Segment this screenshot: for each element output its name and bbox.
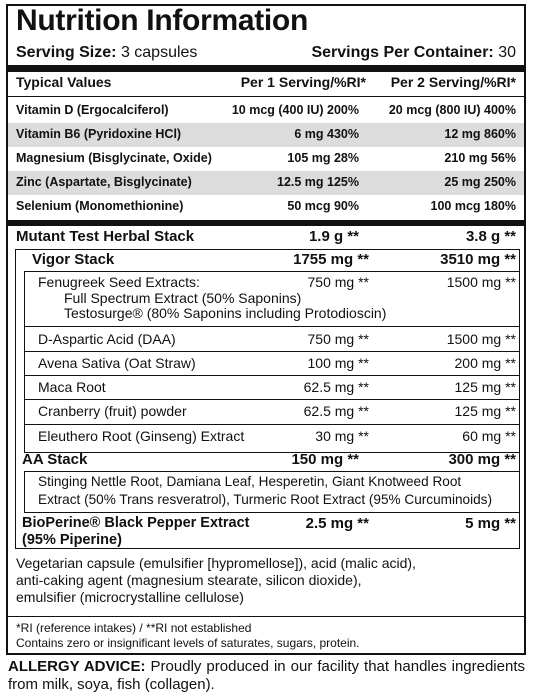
vigor-item-per-1: 750 mg ** xyxy=(307,331,369,347)
nutrition-panel xyxy=(6,4,526,655)
fenugreek-sub-1: Full Spectrum Extract (50% Saponins) xyxy=(64,290,302,306)
vigor-item-name: Cranberry (fruit) powder xyxy=(38,403,187,419)
vitamin-name: Selenium (Monomethionine) xyxy=(16,199,184,213)
divider xyxy=(24,424,520,425)
fenugreek-per-1: 750 mg ** xyxy=(307,274,369,290)
vigor-item-name: Eleuthero Root (Ginseng) Extract xyxy=(38,428,245,444)
divider xyxy=(24,326,520,327)
vitamin-row xyxy=(8,99,524,123)
vitamin-per-1: 105 mg 28% xyxy=(287,151,359,165)
vitamin-name: Zinc (Aspartate, Bisglycinate) xyxy=(16,175,192,189)
other-ingredients-line: Vegetarian capsule (emulsifier [hypromellose]), acid (malic acid), xyxy=(16,555,416,571)
bioperine-name-sub: (95% Piperine) xyxy=(22,532,122,548)
mutant-stack-name: Mutant Test Herbal Stack xyxy=(16,228,195,245)
vitamin-row xyxy=(8,123,524,147)
divider xyxy=(24,399,520,400)
vitamin-name: Vitamin D (Ergocalciferol) xyxy=(16,103,169,117)
aa-stack-name: AA Stack xyxy=(22,451,88,468)
vitamin-per-1: 12.5 mg 125% xyxy=(277,175,359,189)
vitamin-row xyxy=(8,195,524,219)
vigor-item-per-2: 60 mg ** xyxy=(462,428,516,444)
vitamin-per-2: 20 mcg (800 IU) 400% xyxy=(388,103,516,117)
allergy-advice xyxy=(8,658,525,694)
vitamin-per-1: 10 mcg (400 IU) 200% xyxy=(231,103,359,117)
vitamin-per-2: 25 mg 250% xyxy=(444,175,516,189)
vigor-item-name: D-Aspartic Acid (DAA) xyxy=(38,331,176,347)
vigor-item-per-2: 1500 mg ** xyxy=(446,331,516,347)
aa-items-line-1: Stinging Nettle Root, Damiana Leaf, Hesperetin, Giant Knotweed Root xyxy=(38,474,462,489)
mutant-stack-per-2: 3.8 g ** xyxy=(465,228,516,245)
thick-divider xyxy=(8,65,524,72)
vitamin-per-1: 50 mcg 90% xyxy=(287,199,359,213)
vitamin-per-2: 12 mg 860% xyxy=(444,127,516,141)
vigor-item-per-2: 125 mg ** xyxy=(454,403,516,419)
fenugreek-sub-2: Testosurge® (80% Saponins including Protodioscin) xyxy=(64,305,387,321)
mutant-stack-per-1: 1.9 g ** xyxy=(308,228,359,245)
divider xyxy=(8,96,524,97)
header-per-1-serving: Per 1 Serving/%RI* xyxy=(240,74,366,90)
divider xyxy=(8,616,524,617)
vigor-stack-per-1: 1755 mg ** xyxy=(293,251,369,268)
header-per-2-serving: Per 2 Serving/%RI* xyxy=(390,74,516,90)
aa-items-line-2: Extract (50% Trans resveratrol), Turmeric Root Extract (95% Curcuminoids) xyxy=(38,492,493,507)
vigor-item-per-1: 100 mg ** xyxy=(307,355,369,371)
servings-per-container-value: 30 xyxy=(498,44,516,61)
bioperine-per-1: 2.5 mg ** xyxy=(305,515,369,532)
vigor-item-per-1: 30 mg ** xyxy=(315,428,369,444)
vitamin-name: Vitamin B6 (Pyridoxine HCl) xyxy=(16,127,182,141)
bioperine-per-2: 5 mg ** xyxy=(465,515,516,532)
vigor-item-per-2: 200 mg ** xyxy=(454,355,516,371)
vigor-item-per-1: 62.5 mg ** xyxy=(303,379,369,395)
vigor-item-per-1: 62.5 mg ** xyxy=(303,403,369,419)
divider xyxy=(24,375,520,376)
other-ingredients-line: emulsifier (microcrystalline cellulose) xyxy=(16,589,244,605)
serving-size xyxy=(16,44,197,62)
aa-stack-per-1: 150 mg ** xyxy=(291,451,359,468)
vigor-item-name: Avena Sativa (Oat Straw) xyxy=(38,355,196,371)
vigor-stack-name: Vigor Stack xyxy=(32,251,115,268)
serving-size-label: Serving Size: xyxy=(16,44,117,61)
allergy-label: ALLERGY ADVICE: xyxy=(8,658,146,675)
vigor-item-per-2: 125 mg ** xyxy=(454,379,516,395)
vitamin-row xyxy=(8,171,524,195)
servings-per-container xyxy=(311,44,516,62)
header-typical-values: Typical Values xyxy=(16,74,112,90)
vitamin-per-2: 100 mcg 180% xyxy=(430,199,516,213)
divider xyxy=(24,351,520,352)
fenugreek-per-2: 1500 mg ** xyxy=(446,274,516,290)
fenugreek-name: Fenugreek Seed Extracts: xyxy=(38,274,200,290)
vitamin-name: Magnesium (Bisglycinate, Oxide) xyxy=(16,151,212,165)
aa-stack-per-2: 300 mg ** xyxy=(448,451,516,468)
vitamin-per-1: 6 mg 430% xyxy=(294,127,359,141)
thick-divider xyxy=(8,220,524,226)
serving-size-value: 3 capsules xyxy=(120,44,198,61)
vigor-stack-per-2: 3510 mg ** xyxy=(440,251,516,268)
allergy-text: Proudly produced in our facility that handles ingredients from milk, soya, fish (collagen). xyxy=(8,658,525,693)
vitamin-row xyxy=(8,147,524,171)
footnote: Contains zero or insignificant levels of saturates, sugars, protein. xyxy=(16,636,360,650)
panel-title: Nutrition Information xyxy=(16,4,308,37)
footnote: *RI (reference intakes) / **RI not established xyxy=(16,621,252,635)
other-ingredients-line: anti-caking agent (magnesium stearate, silicon dioxide), xyxy=(16,572,362,588)
bioperine-name: BioPerine® Black Pepper Extract xyxy=(22,515,250,531)
vigor-item-name: Maca Root xyxy=(38,379,106,395)
servings-per-container-label: Servings Per Container: xyxy=(311,44,494,61)
vitamin-per-2: 210 mg 56% xyxy=(444,151,516,165)
